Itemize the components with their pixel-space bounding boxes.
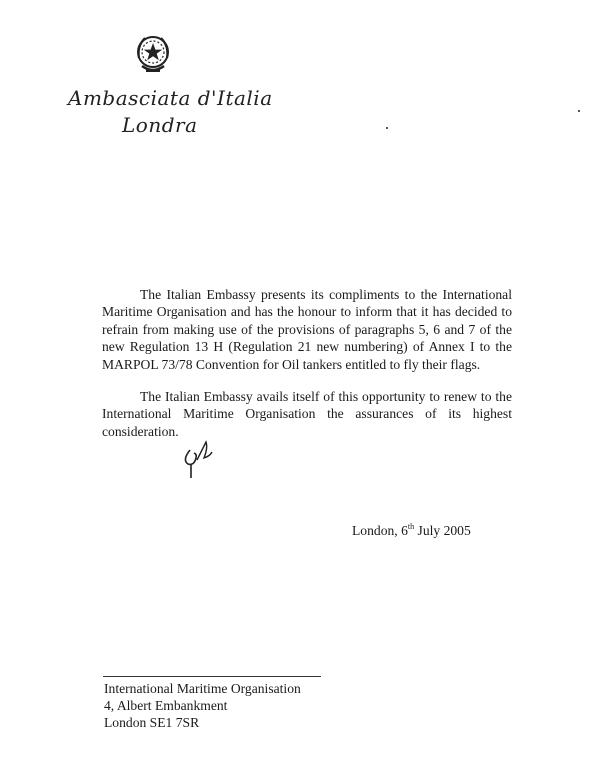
address-line: International Maritime Organisation [104, 681, 301, 696]
scan-speck [578, 110, 580, 112]
date-line [352, 522, 471, 539]
handwritten-initials [176, 440, 216, 480]
body-paragraph-2: The Italian Embassy avails itself of this opportunity to renew to the International Maritime Organisation the assurances of its highest consideration. [102, 389, 512, 439]
address-line: 4, Albert Embankment [104, 698, 228, 713]
date-suffix: July 2005 [414, 523, 471, 538]
address-line: London SE1 7SR [104, 715, 200, 730]
recipient-address [104, 680, 301, 731]
scan-speck [386, 127, 388, 129]
body-paragraph-1: The Italian Embassy presents its compliments to the International Maritime Organisation and has the honour to inform that it has decided to refrain from making use of the provisions of paragraphs 5, 6 and 7 of the new Regulation 13 H (Regulation 21 new numbering) of Annex I to the MARPOL 73/78 Convention for Oil tankers entitled to fly their flags. [102, 287, 512, 372]
date-prefix: London, 6 [352, 523, 408, 538]
italian-emblem-icon [133, 32, 173, 76]
address-divider [103, 676, 321, 677]
letterhead-city: Londra [122, 113, 198, 137]
letterhead-embassy-name: Ambasciata d'Italia [68, 86, 273, 110]
letter-body [102, 286, 512, 455]
date-ordinal: th [407, 522, 415, 531]
